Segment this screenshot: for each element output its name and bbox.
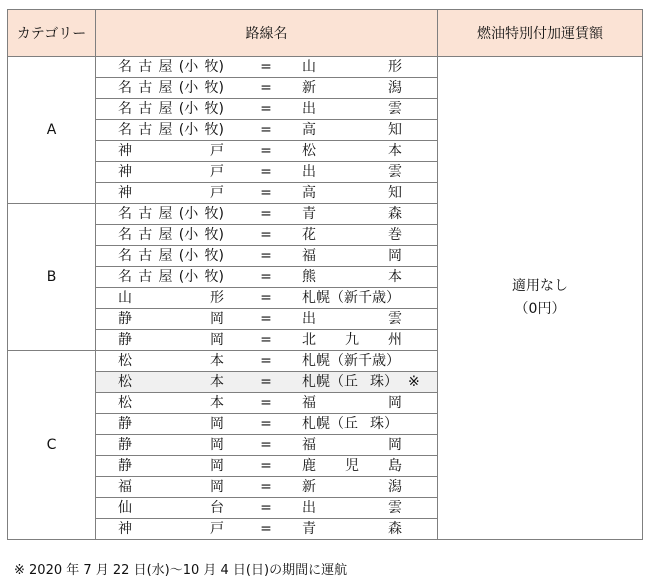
origin-airport (118, 351, 224, 371)
origin-part: 屋 (158, 248, 173, 264)
destination-part: 知 (388, 122, 402, 138)
origin-part: 牧) (204, 206, 224, 222)
origin-part: 屋 (158, 59, 173, 75)
destination-part: 福 (302, 395, 316, 411)
destination-part: 本 (388, 269, 402, 285)
destination-airport (302, 372, 402, 392)
route-cell (96, 393, 438, 414)
origin-airport (118, 435, 224, 455)
equals-sign: = (260, 143, 272, 159)
destination-part: 出 (302, 500, 316, 516)
origin-airport (118, 288, 224, 308)
origin-airport (118, 204, 224, 224)
route-cell (96, 498, 438, 519)
origin-airport (118, 99, 224, 119)
origin-airport (118, 120, 224, 140)
origin-airport (118, 519, 224, 539)
origin-part: 岡 (210, 479, 224, 495)
equals-sign: = (260, 248, 272, 264)
destination-part: 雲 (388, 500, 402, 516)
route-cell (96, 78, 438, 99)
origin-part: 名 (118, 80, 132, 96)
destination-part: 福 (302, 437, 316, 453)
destination-airport (302, 267, 402, 287)
origin-airport (118, 498, 224, 518)
origin-part: 岡 (210, 416, 224, 432)
route-cell (96, 351, 438, 372)
origin-airport (118, 309, 224, 329)
origin-part: 屋 (158, 206, 173, 222)
route-cell (96, 246, 438, 267)
destination-part: 北 (302, 332, 316, 348)
origin-part: 名 (118, 59, 132, 75)
origin-part: 松 (118, 374, 132, 390)
destination-airport (302, 330, 402, 350)
destination-part: 珠） (370, 416, 398, 432)
destination-part: 九 (345, 332, 359, 348)
origin-part: 牧) (204, 227, 224, 243)
category-cell: A (8, 57, 96, 204)
equals-sign: = (260, 59, 272, 75)
destination-part: 松 (302, 143, 316, 159)
origin-part: 古 (138, 248, 153, 264)
category-cell: C (8, 351, 96, 540)
origin-part: 本 (210, 353, 224, 369)
route-cell (96, 414, 438, 435)
origin-part: 静 (118, 437, 132, 453)
destination-airport (302, 477, 402, 497)
origin-airport (118, 267, 224, 287)
equals-sign: = (260, 185, 272, 201)
table-row (8, 57, 643, 78)
surcharge-amount: （0円） (514, 301, 566, 317)
origin-part: 牧) (204, 59, 224, 75)
route-cell (96, 183, 438, 204)
destination-airport (302, 414, 402, 434)
origin-part: 古 (138, 227, 153, 243)
destination-airport (302, 57, 402, 77)
equals-sign: = (260, 164, 272, 180)
destination-airport (302, 141, 402, 161)
origin-part: 古 (138, 59, 153, 75)
destination-part: 州 (388, 332, 402, 348)
destination-airport (302, 183, 402, 203)
route-cell (96, 162, 438, 183)
origin-part: 戸 (210, 185, 224, 201)
destination-airport (302, 288, 402, 308)
origin-airport (118, 183, 224, 203)
origin-part: 松 (118, 353, 132, 369)
origin-part: 福 (118, 479, 132, 495)
origin-part: 名 (118, 206, 132, 222)
destination-part: 鹿 (302, 458, 316, 474)
route-cell (96, 435, 438, 456)
equals-sign: = (260, 80, 272, 96)
destination-part: 高 (302, 185, 316, 201)
origin-part: (小 (178, 269, 199, 285)
destination-airport (302, 225, 402, 245)
route-cell (96, 120, 438, 141)
origin-airport (118, 372, 224, 392)
equals-sign: = (260, 101, 272, 117)
origin-part: 名 (118, 101, 132, 117)
destination-airport (302, 435, 402, 455)
destination-part: 札幌（丘 (302, 416, 358, 432)
origin-part: 屋 (158, 101, 173, 117)
destination-airport (302, 78, 402, 98)
destination-part: 知 (388, 185, 402, 201)
origin-part: 戸 (210, 143, 224, 159)
equals-sign: = (260, 269, 272, 285)
equals-sign: = (260, 206, 272, 222)
equals-sign: = (260, 122, 272, 138)
origin-part: 名 (118, 227, 132, 243)
destination-part: 出 (302, 164, 316, 180)
origin-part: 形 (210, 290, 224, 306)
equals-sign: = (260, 311, 272, 327)
equals-sign: = (260, 374, 272, 390)
origin-airport (118, 246, 224, 266)
destination-airport (302, 498, 402, 518)
origin-part: 岡 (210, 437, 224, 453)
destination-part: 島 (388, 458, 402, 474)
origin-part: 牧) (204, 248, 224, 264)
origin-part: 牧) (204, 269, 224, 285)
footnote: ※ 2020 年 7 月 22 日(水)〜10 月 4 日(日)の期間に運航 (14, 563, 348, 578)
origin-part: (小 (178, 59, 199, 75)
origin-part: 戸 (210, 521, 224, 537)
note-mark: ※ (408, 374, 420, 390)
destination-part: 形 (388, 59, 402, 75)
route-cell (96, 57, 438, 78)
origin-part: 古 (138, 101, 153, 117)
route-cell (96, 141, 438, 162)
origin-part: 静 (118, 332, 132, 348)
origin-part: (小 (178, 227, 199, 243)
equals-sign: = (260, 395, 272, 411)
destination-part: 雲 (388, 101, 402, 117)
surcharge-label: 適用なし (512, 278, 568, 294)
origin-part: 牧) (204, 80, 224, 96)
route-cell (96, 372, 438, 393)
origin-part: 静 (118, 458, 132, 474)
destination-part: 岡 (388, 437, 402, 453)
origin-part: (小 (178, 80, 199, 96)
origin-airport (118, 456, 224, 476)
origin-part: 屋 (158, 80, 173, 96)
route-cell (96, 456, 438, 477)
equals-sign: = (260, 227, 272, 243)
origin-part: (小 (178, 206, 199, 222)
destination-airport (302, 456, 402, 476)
origin-part: 静 (118, 311, 132, 327)
destination-part: 福 (302, 248, 316, 264)
destination-part: 岡 (388, 395, 402, 411)
equals-sign: = (260, 353, 272, 369)
destination-airport (302, 309, 402, 329)
table-body (8, 57, 643, 540)
origin-part: 屋 (158, 269, 173, 285)
origin-airport (118, 393, 224, 413)
origin-part: 松 (118, 395, 132, 411)
origin-part: (小 (178, 122, 199, 138)
origin-part: 本 (210, 395, 224, 411)
origin-part: 山 (118, 290, 132, 306)
route-cell (96, 330, 438, 351)
origin-part: (小 (178, 101, 199, 117)
destination-airport (302, 204, 402, 224)
destination-airport (302, 120, 402, 140)
origin-part: 静 (118, 416, 132, 432)
origin-part: (小 (178, 248, 199, 264)
origin-part: 台 (210, 500, 224, 516)
origin-part: 古 (138, 269, 153, 285)
destination-part: 出 (302, 311, 316, 327)
origin-part: 戸 (210, 164, 224, 180)
route-cell (96, 99, 438, 120)
destination-part: 森 (388, 521, 402, 537)
destination-airport (302, 246, 402, 266)
destination-part: 雲 (388, 164, 402, 180)
destination-part: 札幌（新千歳） (302, 353, 400, 369)
origin-part: 名 (118, 248, 132, 264)
destination-part: 出 (302, 101, 316, 117)
destination-airport (302, 351, 402, 371)
origin-part: 岡 (210, 332, 224, 348)
surcharge-cell (438, 57, 643, 540)
origin-part: 神 (118, 164, 132, 180)
destination-part: 札幌（新千歳） (302, 290, 400, 306)
origin-part: 古 (138, 122, 153, 138)
origin-part: 神 (118, 185, 132, 201)
header-category: カテゴリー (8, 10, 96, 57)
destination-part: 巻 (388, 227, 402, 243)
origin-part: 牧) (204, 101, 224, 117)
destination-part: 潟 (388, 479, 402, 495)
destination-part: 森 (388, 206, 402, 222)
destination-airport (302, 99, 402, 119)
destination-airport (302, 162, 402, 182)
equals-sign: = (260, 290, 272, 306)
origin-part: 岡 (210, 311, 224, 327)
origin-part: 仙 (118, 500, 132, 516)
destination-part: 珠） (370, 374, 398, 390)
origin-airport (118, 57, 224, 77)
header-surcharge: 燃油特別付加運賃額 (438, 10, 643, 57)
origin-part: 古 (138, 206, 153, 222)
route-cell (96, 204, 438, 225)
destination-airport (302, 519, 402, 539)
origin-part: 名 (118, 269, 132, 285)
origin-airport (118, 78, 224, 98)
destination-part: 児 (345, 458, 359, 474)
destination-part: 潟 (388, 80, 402, 96)
equals-sign: = (260, 500, 272, 516)
origin-part: 神 (118, 143, 132, 159)
route-cell (96, 267, 438, 288)
equals-sign: = (260, 521, 272, 537)
equals-sign: = (260, 479, 272, 495)
equals-sign: = (260, 332, 272, 348)
fuel-surcharge-table (7, 9, 643, 540)
origin-airport (118, 414, 224, 434)
destination-part: 新 (302, 80, 316, 96)
equals-sign: = (260, 458, 272, 474)
destination-part: 山 (302, 59, 316, 75)
destination-part: 高 (302, 122, 316, 138)
destination-part: 花 (302, 227, 316, 243)
equals-sign: = (260, 437, 272, 453)
origin-part: 神 (118, 521, 132, 537)
destination-part: 岡 (388, 248, 402, 264)
origin-part: 屋 (158, 122, 173, 138)
header-route: 路線名 (96, 10, 438, 57)
route-cell (96, 477, 438, 498)
origin-airport (118, 477, 224, 497)
equals-sign: = (260, 416, 272, 432)
route-cell (96, 519, 438, 540)
origin-airport (118, 141, 224, 161)
origin-airport (118, 162, 224, 182)
origin-part: 古 (138, 80, 153, 96)
destination-part: 新 (302, 479, 316, 495)
destination-airport (302, 393, 402, 413)
route-cell (96, 309, 438, 330)
origin-part: 牧) (204, 122, 224, 138)
destination-part: 札幌（丘 (302, 374, 358, 390)
category-cell: B (8, 204, 96, 351)
destination-part: 青 (302, 206, 316, 222)
route-cell (96, 288, 438, 309)
origin-airport (118, 330, 224, 350)
origin-part: 名 (118, 122, 132, 138)
destination-part: 青 (302, 521, 316, 537)
destination-part: 雲 (388, 311, 402, 327)
destination-part: 本 (388, 143, 402, 159)
origin-part: 岡 (210, 458, 224, 474)
route-cell (96, 225, 438, 246)
origin-part: 本 (210, 374, 224, 390)
destination-part: 熊 (302, 269, 316, 285)
origin-airport (118, 225, 224, 245)
origin-part: 屋 (158, 227, 173, 243)
